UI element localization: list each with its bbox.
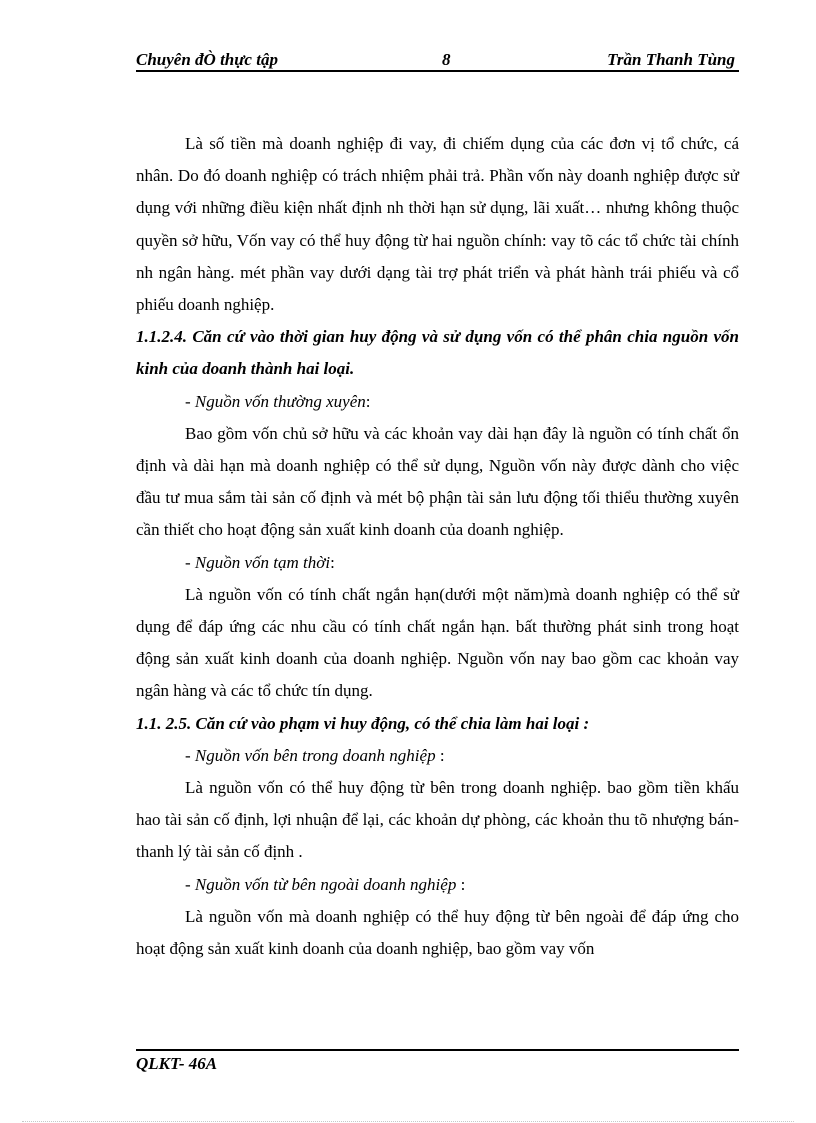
section-heading-1-1-2-5: 1.1. 2.5. Căn cứ vào phạm vi huy động, có thể chia làm hai loại : bbox=[136, 713, 590, 733]
footer-divider bbox=[136, 1049, 739, 1051]
paragraph-external-capital: Là nguồn vốn mà doanh nghiệp có thể huy động từ bên ngoài để đáp ứng cho hoạt động sản xuất kinh doanh của doanh nghiệp, bao gồm vay vốn bbox=[136, 906, 739, 959]
paragraph-temporary-capital: Là nguồn vốn có tính chất ngắn hạn(dưới một năm)mà doanh nghiệp có thể sử dụng để đáp ứng các nhu cầu có tính chất ngắn hạn. bất thường phát sinh trong hoạt động sản xuất kinh doanh của doanh nghiệp. Nguồn vốn nay bao gồm cac khoản vay ngân hàng và các tổ chức tín dụng. bbox=[136, 584, 739, 701]
subheading-permanent-capital bbox=[136, 386, 739, 418]
paragraph-internal-capital: Là nguồn vốn có thể huy động từ bên trong doanh nghiệp. bao gồm tiền khấu hao tài sản cố định, lợi nhuận để lại, các khoản dự phòng, các khoản thu tõ nhượng bán- thanh lý tài sản cố định . bbox=[136, 778, 739, 862]
subheading-text: - Nguồn vốn từ bên ngoài doanh nghiệp bbox=[185, 874, 457, 894]
subheading-text: - Nguồn vốn tạm thời bbox=[185, 552, 331, 572]
page-header bbox=[136, 48, 739, 72]
colon: : bbox=[365, 391, 371, 411]
subheading-external-capital bbox=[136, 869, 739, 901]
author-name: Trần Thanh Tùng bbox=[607, 50, 735, 69]
page-edge bbox=[22, 1121, 794, 1122]
colon: : bbox=[435, 745, 445, 765]
colon: : bbox=[330, 552, 335, 572]
subheading-text: - Nguồn vốn bên trong doanh nghiệp bbox=[185, 745, 436, 765]
footer-class-code: QLKT- 46A bbox=[136, 1054, 218, 1073]
paragraph-permanent-capital: Bao gồm vốn chủ sở hữu và các khoản vay dài hạn đây là nguồn có tính chất ổn định và dài hạn mà doanh nghiệp có thể sử dụng, Nguồn vốn này được dành cho việc đầu tư mua sắm tài sản cố định và mét bộ phận tài sản lưu động tối thiểu thường xuyên cần thiết cho hoạt động sản xuất kinh doanh của doanh nghiệp. bbox=[136, 423, 739, 540]
page-number: 8 bbox=[442, 50, 451, 69]
document-body bbox=[136, 128, 739, 965]
colon: : bbox=[456, 874, 466, 894]
subheading-temporary-capital bbox=[136, 547, 739, 579]
header-divider bbox=[136, 70, 739, 72]
document-title: Chuyên đÒ thực tập bbox=[136, 50, 278, 69]
subheading-text: - Nguồn vốn thường xuyên bbox=[185, 391, 366, 411]
paragraph-loans: Là số tiền mà doanh nghiệp đi vay, đi chiếm dụng của các đơn vị tổ chức, cá nhân. Do đó doanh nghiệp có trách nhiệm phải trả. Phần vốn này doanh nghiệp được sử dụng với những điều kiện nhất định nh thời hạn sử dụng, lãi xuất… nhưng không thuộc quyền sở hữu, Vốn vay có thể huy động từ hai nguồn chính: vay tõ các tổ chức tài chính nh ngân hàng. mét phần vay dưới dạng tài trợ phát triển và phát hành trái phiếu và cổ phiếu doanh nghiệp. bbox=[136, 134, 739, 315]
subheading-internal-capital bbox=[136, 740, 739, 772]
section-heading-1-1-2-4: 1.1.2.4. Căn cứ vào thời gian huy động và sử dụng vốn có thể phân chia nguồn vốn kinh của doanh thành hai loại. bbox=[136, 327, 739, 379]
